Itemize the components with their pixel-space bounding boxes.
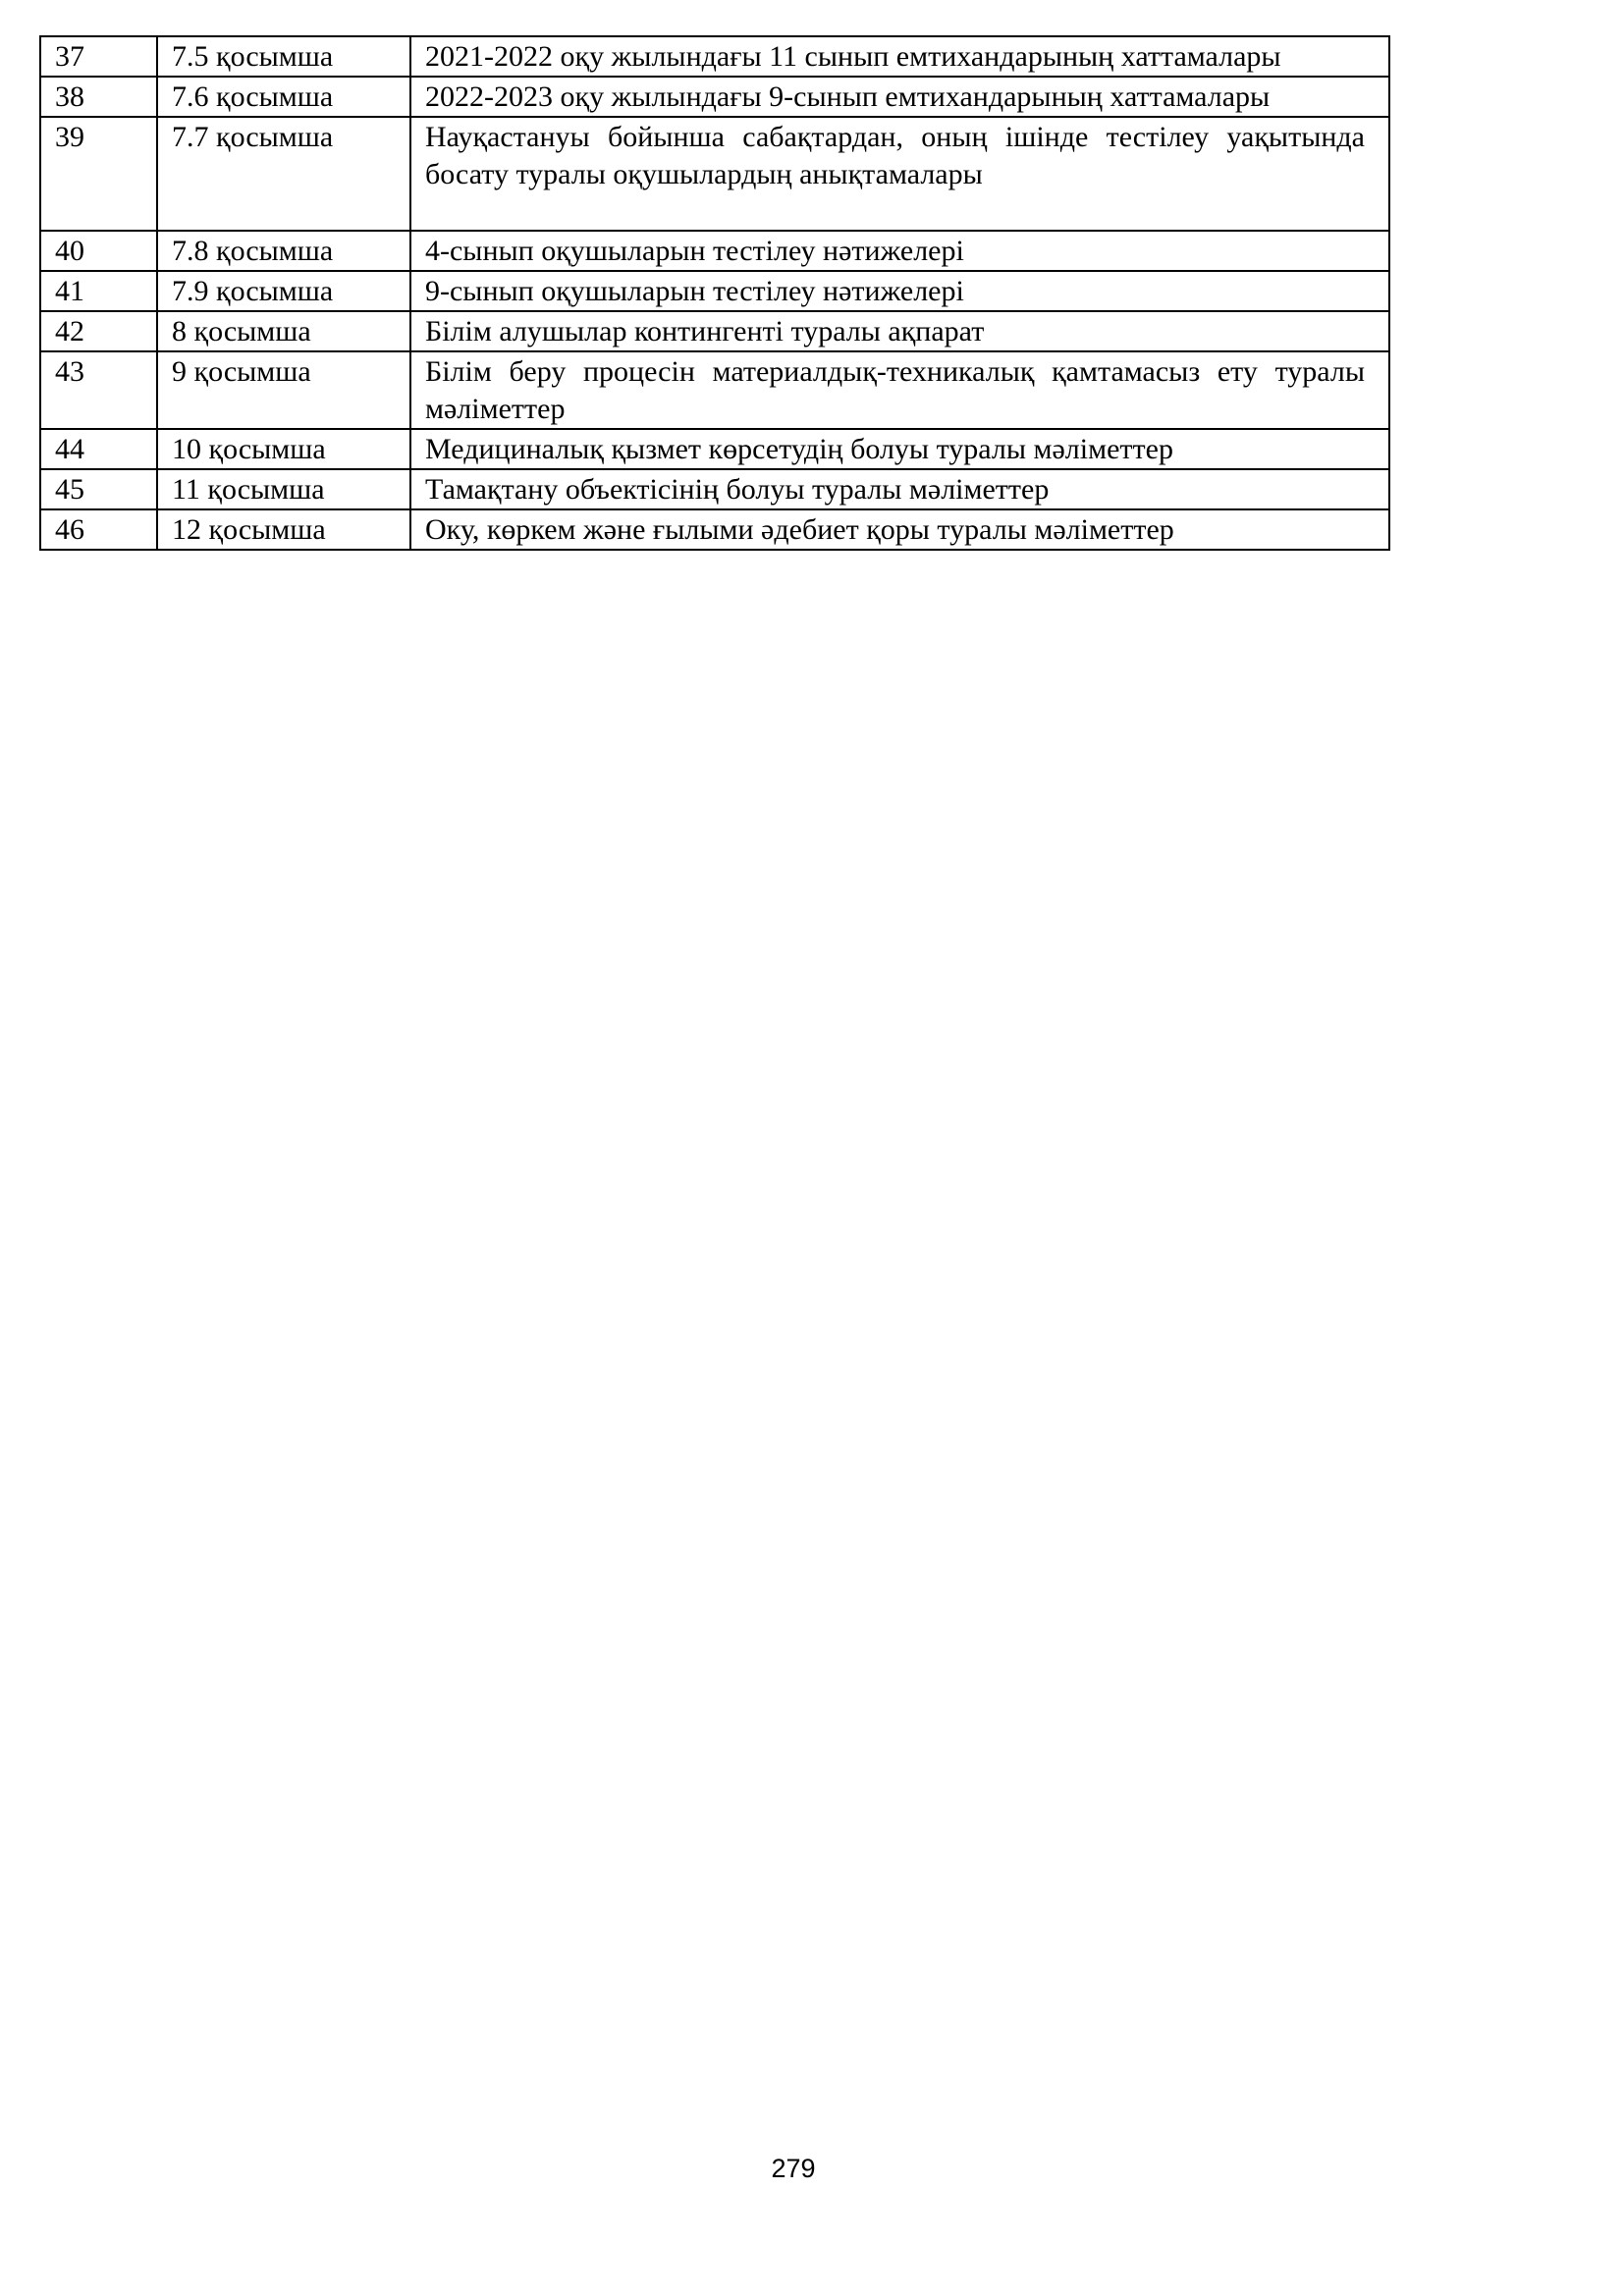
annex-description: Оку, көркем және ғылыми әдебиет қоры туралы мәліметтер [410,509,1389,550]
annex-description: Білім алушылар контингенті туралы ақпарат [410,311,1389,351]
annex-description: Науқастануы бойынша сабақтардан, оның ішінде тестілеу уақытында босату туралы оқушылардың анықтамалары [410,117,1389,231]
page-number: 279 [771,2154,816,2183]
table-row [40,271,1389,311]
annex-label: 12 қосымша [157,509,410,550]
annex-label: 9 қосымша [157,351,410,429]
table-row [40,509,1389,550]
annex-label: 7.7 қосымша [157,117,410,231]
annex-label: 7.6 қосымша [157,77,410,117]
annex-description: Білім беру процесін материалдық-техникалық қамтамасыз ету туралы мәліметтер [410,351,1389,429]
annex-description: 2022-2023 оқу жылындағы 9-сынып емтихандарының хаттамалары [410,77,1389,117]
row-number: 43 [40,351,157,429]
row-number: 45 [40,469,157,509]
table-row [40,117,1389,231]
annex-table [39,35,1390,551]
annex-label: 8 қосымша [157,311,410,351]
row-number: 44 [40,429,157,469]
row-number: 46 [40,509,157,550]
table-row [40,36,1389,77]
row-number: 39 [40,117,157,231]
row-number: 42 [40,311,157,351]
row-number: 41 [40,271,157,311]
row-number: 37 [40,36,157,77]
annex-label: 7.8 қосымша [157,231,410,271]
annex-description: Тамақтану объектісінің болуы туралы мәліметтер [410,469,1389,509]
annex-description: 9-сынып оқушыларын тестілеу нәтижелері [410,271,1389,311]
annex-description: Медициналық қызмет көрсетудің болуы туралы мәліметтер [410,429,1389,469]
table-row [40,311,1389,351]
annex-label: 11 қосымша [157,469,410,509]
row-number: 40 [40,231,157,271]
annex-label: 7.9 қосымша [157,271,410,311]
table-row [40,77,1389,117]
annex-label: 10 қосымша [157,429,410,469]
row-number: 38 [40,77,157,117]
table-row [40,469,1389,509]
table-row [40,231,1389,271]
annex-description: 2021-2022 оқу жылындағы 11 сынып емтихандарының хаттамалары [410,36,1389,77]
annex-description: 4-сынып оқушыларын тестілеу нәтижелері [410,231,1389,271]
table-row [40,429,1389,469]
table-row [40,351,1389,429]
annex-label: 7.5 қосымша [157,36,410,77]
